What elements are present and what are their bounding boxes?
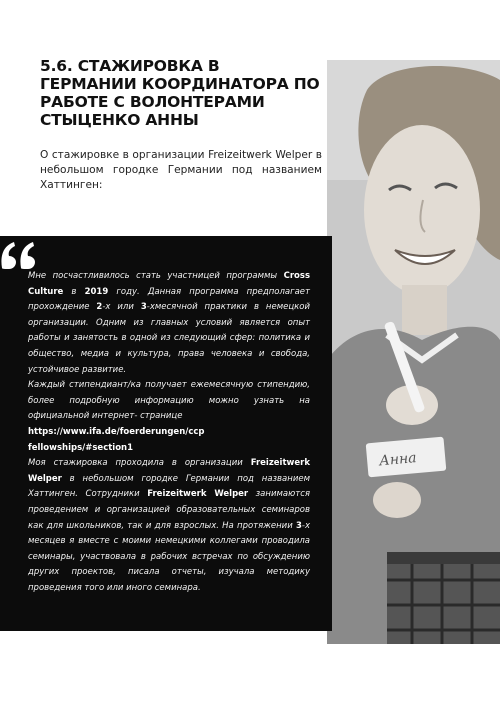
portrait-photo xyxy=(327,60,500,644)
section-heading xyxy=(40,57,320,129)
quote-paragraph-1: Мне посчастливилось стать участницей программы Cross Culture в 2019 году. Данная программа предполагает прохождение 2-х или 3-хмесячной практики в немецкой организации. Одним из главных условий является опыт работы и занятость в одной из следующий сфер: политика и общество, медиа и культура, права человека и свобода, устойчивое развитие. xyxy=(28,271,310,375)
section-title: СТАЖИРОВКА В ГЕРМАНИИ КООРДИНАТОРА ПО РАБОТЕ С ВОЛОНТЕРАМИ СТЫЦЕНКО АННЫ xyxy=(40,57,320,129)
program-link-continued[interactable]: fellowships/#section1 xyxy=(28,442,134,453)
program-link[interactable]: https://www.ifa.de/foerderungen/ccp xyxy=(28,426,205,437)
name-tag-text: Анна xyxy=(378,450,418,470)
quote-icon xyxy=(0,240,38,270)
quote-paragraph-3: Моя стажировка проходила в организации Freizeitwerk Welper в небольшом городке Германии под названием Хаттинген. Сотрудники Freizeitwerk Welper занимаются проведением и организацией образовательных семинаров как для школьников, так и для взрослых. На протяжении 3-х месяцев я вместе с моими немецкими коллегами проводила семинары, участвовала в рабочих встречах по обсуждению других проектов, писала отчеты, изучала методику проведения того или иного семинара. xyxy=(28,458,310,593)
portrait-illustration xyxy=(327,60,500,644)
quote-paragraph-2: Каждый стипендиант/ка получает ежемесячную стипендию, более подробную информацию можно узнать на официальной интернет- странице https://www.ifa.de/foerderungen/ccp fellowships/#section1 xyxy=(28,380,310,453)
intro-paragraph: О стажировке в организации Freizeitwerk Welper в небольшом городке Германии под названием Хаттинген: xyxy=(40,149,322,191)
quote-text xyxy=(28,269,310,596)
section-number: 5.6. xyxy=(40,57,73,75)
